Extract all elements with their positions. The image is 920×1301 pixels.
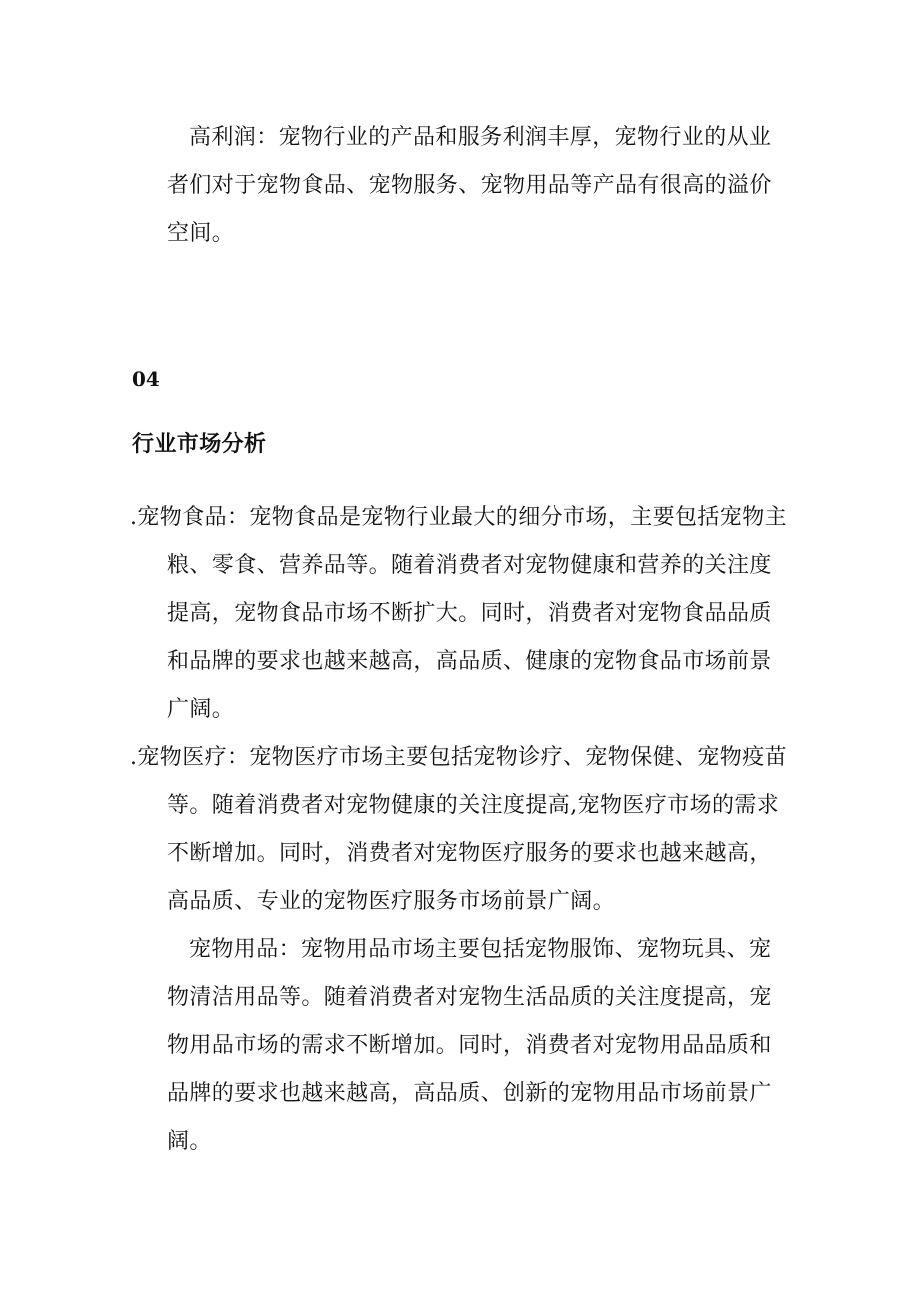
paragraph-pet-medical: .宠物医疗：宠物医疗市场主要包括宠物诊疗、宠物保健、宠物疫苗等。随着消费者对宠物健康的关注度提高,宠物医疗市场的需求不断增加。同时，消费者对宠物医疗服务的要求也越来越高，高品质、专业的宠物医疗服务市场前景广阔。: [130, 745, 787, 914]
paragraph-pet-food: .宠物食品：宠物食品是宠物行业最大的细分市场，主要包括宠物主粮、零食、营养品等。随着消费者对宠物健康和营养的关注度提高，宠物食品市场不断扩大。同时，消费者对宠物食品品质和品牌的要求也越来越高，高品质、健康的宠物食品市场前景广阔。: [130, 505, 787, 722]
section-number: 04: [132, 367, 160, 391]
paragraph-pet-supplies: 宠物用品：宠物用品市场主要包括宠物服饰、宠物玩具、宠物清洁用品等。随着消费者对宠物生活品质的关注度提高，宠物用品市场的需求不断增加。同时，消费者对宠物用品品质和品牌的要求也越来越高，高品质、创新的宠物用品市场前景广阔。: [167, 937, 772, 1154]
section-title: 行业市场分析: [132, 431, 267, 457]
intro-paragraph: 高利润：宠物行业的产品和服务利润丰厚，宠物行业的从业者们对于宠物食品、宠物服务、宠物用品等产品有很高的溢价空间。: [167, 125, 772, 246]
